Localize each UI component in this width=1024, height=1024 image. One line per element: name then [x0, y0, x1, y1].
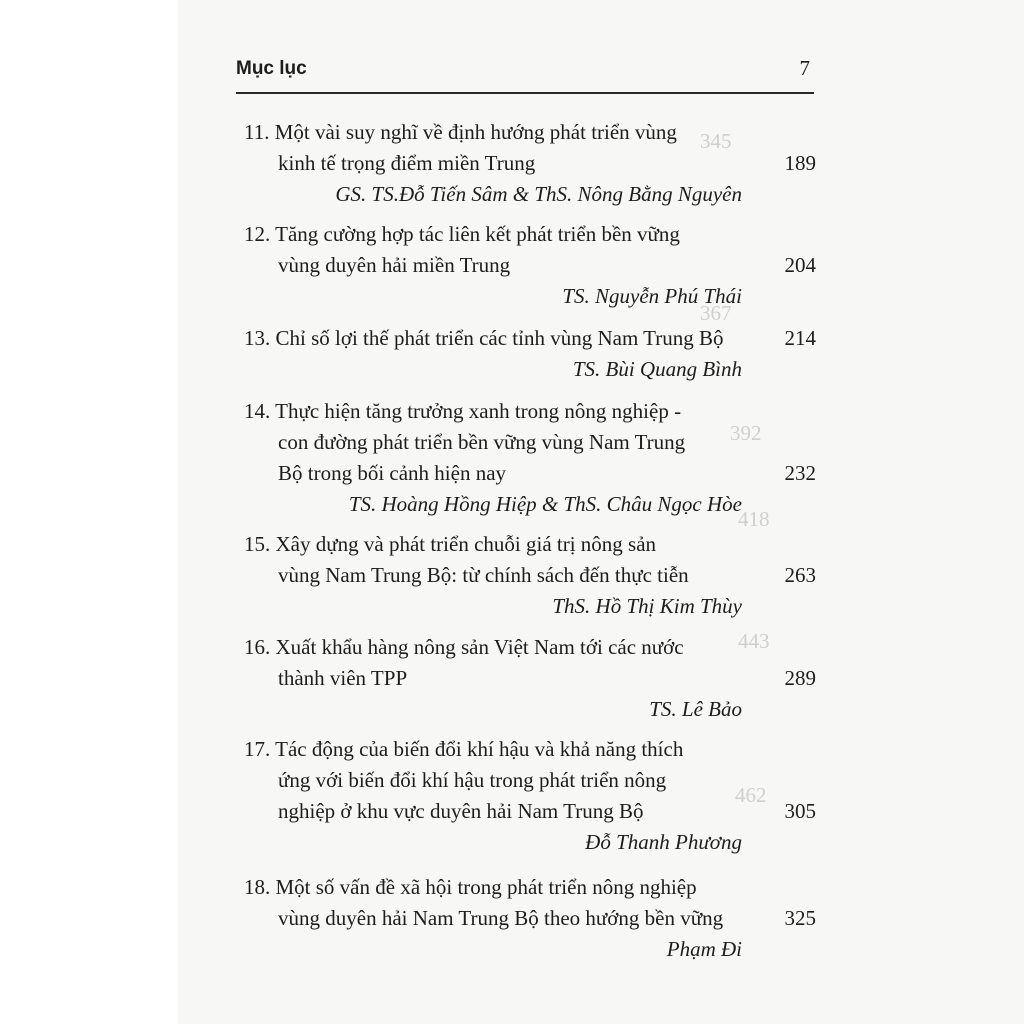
header-title: Mục lục — [236, 58, 307, 79]
entry-title-line: Tăng cường hợp tác liên kết phát triển bền vững — [275, 222, 680, 246]
entry-author: TS. Bùi Quang Bình — [572, 357, 742, 381]
entry-number: 13. — [244, 326, 271, 350]
entry-page: 325 — [784, 906, 816, 930]
entry-title-line: Một số vấn đề xã hội trong phát triển nông nghiệp — [275, 875, 697, 899]
entry-number: 16. — [244, 635, 271, 659]
entry-title-line: vùng duyên hải miền Trung — [278, 253, 511, 277]
show-through-text: 443 — [738, 629, 770, 653]
show-through-text: 345 — [700, 129, 732, 153]
entry-title-line: vùng Nam Trung Bộ: từ chính sách đến thực tiễn — [278, 563, 689, 587]
entry-title-line: nghiệp ở khu vực duyên hải Nam Trung Bộ — [278, 799, 644, 823]
entry-title-line: Một vài suy nghĩ về định hướng phát triển vùng — [274, 120, 677, 144]
entry-title-line: Bộ trong bối cảnh hiện nay — [278, 461, 507, 485]
header-page-number: 7 — [799, 56, 810, 80]
page-header — [236, 52, 814, 94]
entry-page: 204 — [784, 253, 816, 277]
entry-page: 263 — [784, 563, 816, 587]
entry-title-line: Xuất khẩu hàng nông sản Việt Nam tới các nước — [275, 635, 684, 659]
entry-page: 305 — [784, 799, 816, 823]
entry-page: 232 — [784, 461, 816, 485]
entry-number: 12. — [244, 222, 271, 246]
toc-entry[interactable] — [244, 632, 816, 725]
entry-page: 214 — [784, 326, 816, 350]
entry-title-line: ứng với biến đổi khí hậu trong phát triển nông — [278, 768, 667, 792]
toc-entry[interactable] — [244, 872, 816, 965]
entry-title-line: con đường phát triển bền vững vùng Nam Trung — [278, 430, 686, 454]
entry-page: 289 — [784, 666, 816, 690]
entry-title-line: Thực hiện tăng trưởng xanh trong nông nghiệp - — [275, 399, 682, 423]
entry-author: TS. Hoàng Hồng Hiệp & ThS. Châu Ngọc Hòe — [348, 492, 742, 516]
entry-title-line: Xây dựng và phát triển chuỗi giá trị nông sản — [275, 532, 657, 556]
show-through-text: 418 — [738, 507, 770, 531]
toc-entry[interactable] — [244, 117, 816, 210]
entry-number: 15. — [244, 532, 271, 556]
entry-author: TS. Lê Bảo — [649, 697, 742, 721]
entry-number: 18. — [244, 875, 271, 899]
entry-number: 11. — [244, 120, 270, 144]
show-through-text: 392 — [730, 421, 762, 445]
entry-author: GS. TS.Đỗ Tiến Sâm & ThS. Nông Bằng Nguyên — [335, 182, 742, 206]
toc-entry[interactable] — [244, 529, 816, 622]
entry-title-line: vùng duyên hải Nam Trung Bộ theo hướng bền vững — [278, 906, 724, 930]
entry-number: 14. — [244, 399, 271, 423]
toc-entry[interactable] — [244, 219, 816, 312]
entry-title-line: Chỉ số lợi thế phát triển các tỉnh vùng Nam Trung Bộ — [275, 326, 724, 350]
entry-author: Phạm Đi — [666, 937, 742, 961]
entry-title-line: Tác động của biến đổi khí hậu và khả năng thích — [275, 737, 684, 761]
entry-number: 17. — [244, 737, 271, 761]
entry-author: Đỗ Thanh Phương — [585, 830, 742, 854]
show-through-text: 462 — [735, 783, 767, 807]
entry-author: TS. Nguyễn Phú Thái — [562, 284, 742, 308]
entry-title-line: kinh tế trọng điểm miền Trung — [278, 151, 536, 175]
entry-title-line: thành viên TPP — [278, 666, 408, 690]
entry-author: ThS. Hồ Thị Kim Thùy — [552, 594, 742, 618]
toc-entry[interactable] — [244, 396, 816, 520]
entry-page: 189 — [784, 151, 816, 175]
show-through-text: 367 — [700, 301, 732, 325]
toc-entry[interactable] — [244, 734, 816, 858]
toc-entry[interactable] — [244, 323, 816, 385]
